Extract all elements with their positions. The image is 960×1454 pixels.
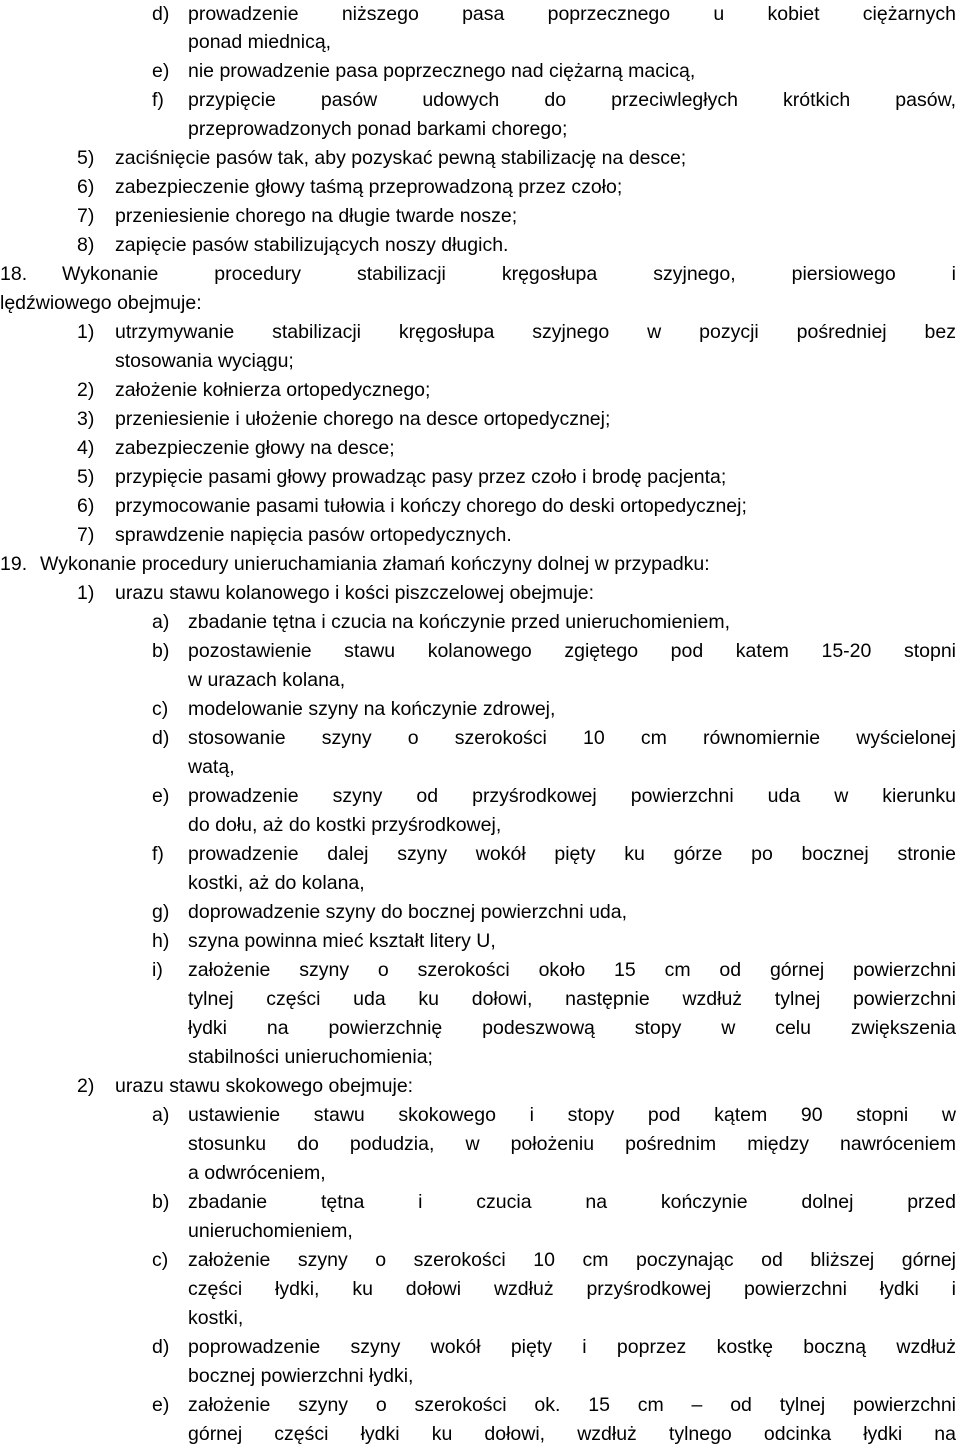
line-text: pozostawienie stawu kolanowego zgiętego pod katem 15-20 stopni bbox=[188, 640, 956, 662]
line-text: stosunku do podudzia, w położeniu pośrednim między nawróceniem bbox=[188, 1133, 956, 1155]
text-line bbox=[0, 521, 956, 550]
line-text: zaciśnięcie pasów tak, aby pozyskać pewną stabilizację na desce; bbox=[115, 147, 687, 169]
line-text: prowadzenie niższego pasa poprzecznego u kobiet ciężarnych bbox=[188, 3, 956, 25]
text-line bbox=[0, 463, 956, 492]
line-text: lędźwiowego obejmuje: bbox=[0, 292, 202, 314]
line-text: stosowania wyciągu; bbox=[115, 350, 294, 372]
text-line bbox=[0, 1014, 956, 1043]
line-text: łydki na powierzchnię podeszwową stopy w celu zwiększenia bbox=[188, 1017, 956, 1039]
text-line bbox=[0, 1188, 956, 1217]
text-line bbox=[0, 666, 956, 695]
list-marker: e) bbox=[152, 785, 170, 807]
text-line bbox=[0, 260, 956, 289]
line-text: watą, bbox=[188, 756, 235, 778]
line-text: przeniesienie chorego na długie twarde nosze; bbox=[115, 205, 518, 227]
text-line bbox=[0, 927, 956, 956]
list-marker: 1) bbox=[77, 321, 95, 343]
text-line bbox=[0, 579, 956, 608]
list-marker: 6) bbox=[77, 495, 95, 517]
text-line bbox=[0, 1304, 956, 1333]
text-line bbox=[0, 637, 956, 666]
line-text: części łydki, ku dołowi wzdłuż przyśrodkowej powierzchni łydki i bbox=[188, 1278, 956, 1300]
line-text: założenie szyny o szerokości ok. 15 cm – od tylnej powierzchni bbox=[188, 1394, 956, 1416]
line-text: zbadanie tętna i czucia na kończynie dolnej przed bbox=[188, 1191, 956, 1213]
text-line bbox=[0, 956, 956, 985]
line-text: przypięcie pasami głowy prowadząc pasy przez czoło i brodę pacjenta; bbox=[115, 466, 727, 488]
list-marker: d) bbox=[152, 1336, 170, 1358]
text-line bbox=[0, 840, 956, 869]
text-line bbox=[0, 405, 956, 434]
line-text: przymocowanie pasami tułowia i kończy chorego do deski ortopedycznej; bbox=[115, 495, 747, 517]
line-text: ponad miednicą, bbox=[188, 31, 332, 53]
list-marker: 2) bbox=[77, 379, 95, 401]
list-marker: 3) bbox=[77, 408, 95, 430]
line-text: bocznej powierzchni łydki, bbox=[188, 1365, 414, 1387]
line-text: szyna powinna mieć kształt litery U, bbox=[188, 930, 496, 952]
line-text: modelowanie szyny na kończynie zdrowej, bbox=[188, 698, 556, 720]
line-text: prowadzenie dalej szyny wokół pięty ku górze po bocznej stronie bbox=[188, 843, 956, 865]
line-text: założenie szyny o szerokości około 15 cm od górnej powierzchni bbox=[188, 959, 956, 981]
text-line bbox=[0, 1246, 956, 1275]
text-line bbox=[0, 811, 956, 840]
text-line bbox=[0, 724, 956, 753]
text-line bbox=[0, 434, 956, 463]
line-text: Wykonanie procedury stabilizacji kręgosłupa szyjnego, piersiowego i bbox=[62, 263, 956, 285]
text-line bbox=[0, 1217, 956, 1246]
list-marker: b) bbox=[152, 640, 170, 662]
list-marker: d) bbox=[152, 727, 170, 749]
line-text: przeprowadzonych ponad barkami chorego; bbox=[188, 118, 568, 140]
list-marker: 18. bbox=[0, 263, 28, 285]
text-line bbox=[0, 608, 956, 637]
list-marker: a) bbox=[152, 611, 170, 633]
line-text: górnej części łydki ku dołowi, wzdłuż tylnego odcinka łydki na bbox=[188, 1423, 956, 1445]
text-line bbox=[0, 173, 956, 202]
text-line bbox=[0, 1333, 956, 1362]
text-line bbox=[0, 492, 956, 521]
text-line bbox=[0, 1275, 956, 1304]
text-line bbox=[0, 695, 956, 724]
line-text: kostki, bbox=[188, 1307, 244, 1329]
list-marker: 7) bbox=[77, 524, 95, 546]
list-marker: c) bbox=[152, 1249, 169, 1271]
line-text: ustawienie stawu skokowego i stopy pod kątem 90 stopni w bbox=[188, 1104, 956, 1126]
list-marker: 6) bbox=[77, 176, 95, 198]
line-text: doprowadzenie szyny do bocznej powierzchni uda, bbox=[188, 901, 628, 923]
line-text: a odwróceniem, bbox=[188, 1162, 326, 1184]
text-line bbox=[0, 376, 956, 405]
line-text: stabilności unieruchomienia; bbox=[188, 1046, 433, 1068]
list-marker: e) bbox=[152, 60, 170, 82]
line-text: zabezpieczenie głowy na desce; bbox=[115, 437, 395, 459]
text-line bbox=[0, 1101, 956, 1130]
line-text: utrzymywanie stabilizacji kręgosłupa szyjnego w pozycji pośredniej bez bbox=[115, 321, 956, 343]
text-line bbox=[0, 202, 956, 231]
list-marker: f) bbox=[152, 89, 164, 111]
list-marker: 5) bbox=[77, 147, 95, 169]
line-text: w urazach kolana, bbox=[188, 669, 346, 691]
text-line bbox=[0, 57, 956, 86]
text-line bbox=[0, 86, 956, 115]
list-marker: 19. bbox=[0, 553, 28, 575]
line-text: tylnej części uda ku dołowi, następnie wzdłuż tylnej powierzchni bbox=[188, 988, 956, 1010]
list-marker: c) bbox=[152, 698, 169, 720]
text-line bbox=[0, 985, 956, 1014]
text-line bbox=[0, 347, 956, 376]
list-marker: d) bbox=[152, 3, 170, 25]
text-line bbox=[0, 0, 956, 29]
text-line bbox=[0, 1159, 956, 1188]
list-marker: 2) bbox=[77, 1075, 95, 1097]
text-line bbox=[0, 144, 956, 173]
text-line bbox=[0, 1362, 956, 1391]
text-line bbox=[0, 550, 956, 579]
line-text: prowadzenie szyny od przyśrodkowej powierzchni uda w kierunku bbox=[188, 785, 956, 807]
list-marker: h) bbox=[152, 930, 170, 952]
line-text: zapięcie pasów stabilizujących noszy długich. bbox=[115, 234, 509, 256]
list-marker: 7) bbox=[77, 205, 95, 227]
list-marker: e) bbox=[152, 1394, 170, 1416]
text-line bbox=[0, 318, 956, 347]
line-text: założenie kołnierza ortopedycznego; bbox=[115, 379, 431, 401]
text-line bbox=[0, 1043, 956, 1072]
line-text: urazu stawu skokowego obejmuje: bbox=[115, 1075, 414, 1097]
list-marker: 4) bbox=[77, 437, 95, 459]
line-text: nie prowadzenie pasa poprzecznego nad ciężarną macicą, bbox=[188, 60, 696, 82]
list-marker: f) bbox=[152, 843, 164, 865]
text-line bbox=[0, 1420, 956, 1449]
line-text: urazu stawu kolanowego i kości piszczelowej obejmuje: bbox=[115, 582, 595, 604]
list-marker: 8) bbox=[77, 234, 95, 256]
list-marker: b) bbox=[152, 1191, 170, 1213]
text-line bbox=[0, 115, 956, 144]
list-marker: g) bbox=[152, 901, 170, 923]
line-text: stosowanie szyny o szerokości 10 cm równomiernie wyścielonej bbox=[188, 727, 956, 749]
text-line bbox=[0, 231, 956, 260]
list-marker: i) bbox=[152, 959, 163, 981]
text-line bbox=[0, 28, 956, 57]
line-text: założenie szyny o szerokości 10 cm poczynając od bliższej górnej bbox=[188, 1249, 956, 1271]
text-line bbox=[0, 1072, 956, 1101]
text-line bbox=[0, 289, 956, 318]
line-text: Wykonanie procedury unieruchamiania złamań kończyny dolnej w przypadku: bbox=[40, 553, 710, 575]
line-text: przeniesienie i ułożenie chorego na desce ortopedycznej; bbox=[115, 408, 611, 430]
line-text: unieruchomieniem, bbox=[188, 1220, 353, 1242]
line-text: poprowadzenie szyny wokół pięty i poprzez kostkę boczną wzdłuż bbox=[188, 1336, 956, 1358]
list-marker: a) bbox=[152, 1104, 170, 1126]
text-line bbox=[0, 1130, 956, 1159]
list-marker: 1) bbox=[77, 582, 95, 604]
text-line bbox=[0, 753, 956, 782]
list-marker: 5) bbox=[77, 466, 95, 488]
line-text: kostki, aż do kolana, bbox=[188, 872, 365, 894]
line-text: sprawdzenie napięcia pasów ortopedycznych. bbox=[115, 524, 512, 546]
line-text: do dołu, aż do kostki przyśrodkowej, bbox=[188, 814, 502, 836]
text-line bbox=[0, 898, 956, 927]
line-text: zabezpieczenie głowy taśmą przeprowadzoną przez czoło; bbox=[115, 176, 623, 198]
text-line bbox=[0, 869, 956, 898]
line-text: zbadanie tętna i czucia na kończynie przed unieruchomieniem, bbox=[188, 611, 730, 633]
text-line bbox=[0, 1391, 956, 1420]
text-line bbox=[0, 782, 956, 811]
line-text: przypięcie pasów udowych do przeciwległych krótkich pasów, bbox=[188, 89, 956, 111]
